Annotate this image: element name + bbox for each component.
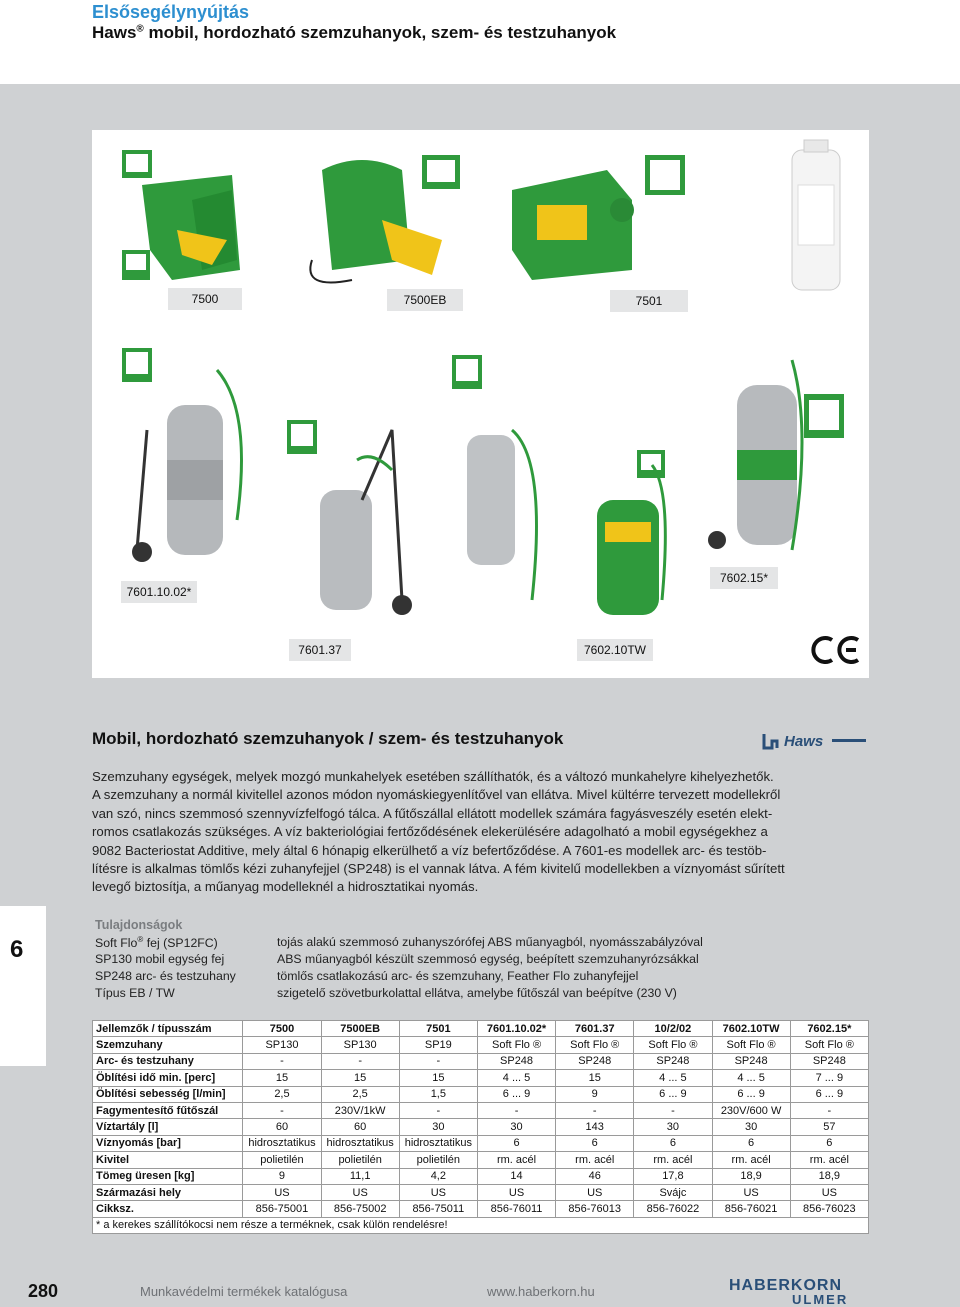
table-cell: 15 — [243, 1070, 321, 1086]
table-row-label: Cikksz. — [93, 1201, 243, 1217]
brand-logo-bottom: ULMER — [792, 1292, 849, 1307]
table-cell: SP248 — [634, 1053, 712, 1069]
eyewash-7602-15-image — [708, 360, 844, 550]
eyewash-7500eb-image — [310, 155, 460, 283]
table-cell: US — [556, 1184, 634, 1200]
label-7501: 7501 — [610, 290, 688, 312]
table-cell: polietilén — [399, 1152, 477, 1168]
table-cell: Soft Flo ® — [790, 1037, 868, 1053]
table-cell: 9 — [243, 1168, 321, 1184]
table-cell: 7601.10.02* — [477, 1021, 555, 1037]
eyewash-7501-image — [512, 155, 685, 280]
table-row-label: Öblítési sebesség [l/min] — [93, 1086, 243, 1102]
table-cell: 7602.10TW — [712, 1021, 790, 1037]
table-cell: - — [243, 1102, 321, 1118]
table-cell: 6 — [712, 1135, 790, 1151]
chapter-tab — [0, 906, 46, 1066]
label-7601-10-02: 7601.10.02* — [121, 581, 197, 603]
table-cell: 46 — [556, 1168, 634, 1184]
table-cell: SP19 — [399, 1037, 477, 1053]
table-row — [93, 1184, 869, 1200]
table-cell: 856-76021 — [712, 1201, 790, 1217]
eyewash-7602-10tw-image — [597, 450, 665, 615]
table-cell: - — [321, 1053, 399, 1069]
table-cell: 57 — [790, 1119, 868, 1135]
table-cell: 18,9 — [790, 1168, 868, 1184]
table-row-label: Származási hely — [93, 1184, 243, 1200]
table-cell: 15 — [321, 1070, 399, 1086]
table-row-label: Tömeg üresen [kg] — [93, 1168, 243, 1184]
eyewash-7601-10-02-image — [122, 348, 242, 562]
property-value: ABS műanyagból készült szemmosó egység, beépített szemzuhanyrózsákkal — [277, 952, 699, 966]
table-row-label: Szemzuhany — [93, 1037, 243, 1053]
table-cell: 7501 — [399, 1021, 477, 1037]
table-cell: 7500 — [243, 1021, 321, 1037]
table-cell: - — [790, 1102, 868, 1118]
table-row — [93, 1119, 869, 1135]
table-cell: 18,9 — [712, 1168, 790, 1184]
table-cell: 4 ... 5 — [477, 1070, 555, 1086]
table-cell: US — [790, 1184, 868, 1200]
product-illustrations — [92, 130, 869, 678]
table-cell: hidrosztatikus — [243, 1135, 321, 1151]
table-row — [93, 1135, 869, 1151]
table-row — [93, 1053, 869, 1069]
footer-catalog: Munkavédelmi termékek katalógusa — [140, 1284, 348, 1299]
table-cell: 1,5 — [399, 1086, 477, 1102]
table-cell: 856-75002 — [321, 1201, 399, 1217]
table-footnote: * a kerekes szállítókocsi nem része a terméknek, csak külön rendelésre! — [93, 1217, 869, 1233]
table-cell: 856-75011 — [399, 1201, 477, 1217]
table-row-label: Víznyomás [bar] — [93, 1135, 243, 1151]
table-cell: polietilén — [243, 1152, 321, 1168]
table-row — [93, 1037, 869, 1053]
table-cell: US — [712, 1184, 790, 1200]
table-row-label: Arc- és testzuhany — [93, 1053, 243, 1069]
table-row — [93, 1152, 869, 1168]
registered-mark: ® — [136, 23, 144, 35]
table-cell: 2,5 — [321, 1086, 399, 1102]
table-row-label: Öblítési idő min. [perc] — [93, 1070, 243, 1086]
property-name: SP248 arc- és testzuhany — [95, 969, 236, 983]
table-cell: 6 — [477, 1135, 555, 1151]
property-name: SP130 mobil egység fej — [95, 952, 225, 966]
property-name: Típus EB / TW — [95, 986, 175, 1000]
description-line: A szemzuhany a normál kivitellel azonos módon nyomáskiegyenlítővel van ellátva. Mivel kültérre tervezett modellekről — [92, 787, 781, 803]
table-cell: 60 — [243, 1119, 321, 1135]
table-cell: rm. acél — [712, 1152, 790, 1168]
title-brand: Haws — [92, 23, 137, 42]
table-row-label: Víztartály [l] — [93, 1119, 243, 1135]
table-cell: - — [243, 1053, 321, 1069]
specification-table — [92, 1020, 869, 1234]
label-7602-15: 7602.15* — [710, 567, 778, 589]
description-line: Szemzuhany egységek, melyek mozgó munkahelyek esetében szállíthatók, és a változó munkahelyre kihelyezhetők. — [92, 769, 774, 784]
eyewash-7601-37-image — [287, 420, 412, 615]
table-cell: rm. acél — [790, 1152, 868, 1168]
brand-logo-top: HABERKORN — [729, 1277, 842, 1294]
ce-mark-icon — [813, 638, 858, 662]
table-cell: 856-75001 — [243, 1201, 321, 1217]
table-cell: US — [321, 1184, 399, 1200]
footer-url[interactable]: www.haberkorn.hu — [487, 1284, 595, 1299]
table-cell: rm. acél — [477, 1152, 555, 1168]
table-footnote-row — [93, 1217, 869, 1233]
additive-bottle-image — [792, 140, 840, 290]
property-value: szigetelő szövetburkolattal ellátva, amelybe fűtőszál van beépítve (230 V) — [277, 986, 677, 1000]
description-line: van szó, nincs szemmosó szennyvízfelfogó tálca. A fűtőszállal ellátott modellek számára fagyásveszély esetén elekt- — [92, 805, 773, 821]
table-cell: 7 ... 9 — [790, 1070, 868, 1086]
table-row-label: Jellemzők / típusszám — [93, 1021, 243, 1037]
table-cell: US — [477, 1184, 555, 1200]
section-description — [92, 768, 870, 897]
table-cell: 7602.15* — [790, 1021, 868, 1037]
table-cell: 6 ... 9 — [634, 1086, 712, 1102]
table-cell: 2,5 — [243, 1086, 321, 1102]
table-cell: SP248 — [556, 1053, 634, 1069]
table-cell: 4 ... 5 — [712, 1070, 790, 1086]
table-cell: 7500EB — [321, 1021, 399, 1037]
property-value: tömlős csatlakozású arc- és szemzuhany, Feather Flo zuhanyfejjel — [277, 969, 639, 983]
table-cell: polietilén — [321, 1152, 399, 1168]
table-cell: 856-76023 — [790, 1201, 868, 1217]
table-row-label: Fagymentesítő fűtőszál — [93, 1102, 243, 1118]
table-cell: 15 — [399, 1070, 477, 1086]
table-cell: 15 — [556, 1070, 634, 1086]
description-line: 9082 Bacteriostat Additive, mely által 6 hónapig elkerülhető a víz befertőződése. A 7601-es modellek arc- és testöb- — [92, 842, 767, 858]
section-title: Mobil, hordozható szemzuhanyok / szem- és testzuhanyok — [92, 729, 564, 748]
page-title — [92, 23, 616, 43]
table-cell: 230V/600 W — [712, 1102, 790, 1118]
table-cell: 17,8 — [634, 1168, 712, 1184]
property-name: Soft Flo® fej (SP12FC) — [95, 935, 218, 951]
table-cell: Soft Flo ® — [712, 1037, 790, 1053]
table-cell: 30 — [712, 1119, 790, 1135]
table-header-row — [93, 1021, 869, 1037]
table-cell: 60 — [321, 1119, 399, 1135]
table-cell: 9 — [556, 1086, 634, 1102]
table-cell: - — [399, 1102, 477, 1118]
description-line: levegő biztosítja, a műanyag modelleknél a hidrosztatikai nyomás. — [92, 879, 479, 895]
eyewash-7500-image — [122, 150, 240, 280]
table-cell: 4 ... 5 — [634, 1070, 712, 1086]
table-cell: US — [243, 1184, 321, 1200]
haws-logo-icon — [762, 730, 868, 752]
table-cell: SP130 — [243, 1037, 321, 1053]
table-cell: - — [399, 1053, 477, 1069]
table-cell: US — [399, 1184, 477, 1200]
category-title: Elsősegélynyújtás — [92, 2, 250, 22]
table-row — [93, 1201, 869, 1217]
table-cell: Soft Flo ® — [477, 1037, 555, 1053]
label-7602-10tw: 7602.10TW — [577, 639, 653, 661]
table-cell: Soft Flo ® — [634, 1037, 712, 1053]
table-row-label: Kivitel — [93, 1152, 243, 1168]
table-cell: 7601.37 — [556, 1021, 634, 1037]
table-cell: SP248 — [790, 1053, 868, 1069]
table-cell: hidrosztatikus — [399, 1135, 477, 1151]
page-number: 280 — [28, 1281, 59, 1301]
description-line: romos csatlakozás szükséges. A víz bakteriológiai fertőződésének elekerülésére adagolható a mobil egységekhez a — [92, 824, 768, 840]
table-cell: 856-76011 — [477, 1201, 555, 1217]
table-cell: 4,2 — [399, 1168, 477, 1184]
table-cell: 230V/1kW — [321, 1102, 399, 1118]
table-cell: 11,1 — [321, 1168, 399, 1184]
title-rest: mobil, hordozható szemzuhanyok, szem- és testzuhanyok — [143, 23, 617, 42]
table-cell: 30 — [399, 1119, 477, 1135]
properties-heading: Tulajdonságok — [95, 918, 183, 932]
table-cell: 6 ... 9 — [712, 1086, 790, 1102]
table-row — [93, 1086, 869, 1102]
label-7500eb: 7500EB — [387, 289, 463, 311]
table-row — [93, 1102, 869, 1118]
table-row — [93, 1168, 869, 1184]
table-cell: - — [556, 1102, 634, 1118]
table-row — [93, 1070, 869, 1086]
table-cell: 6 — [634, 1135, 712, 1151]
table-cell: SP130 — [321, 1037, 399, 1053]
table-cell: 856-76013 — [556, 1201, 634, 1217]
table-cell: Svájc — [634, 1184, 712, 1200]
table-cell: 6 ... 9 — [477, 1086, 555, 1102]
table-cell: - — [477, 1102, 555, 1118]
table-cell: 30 — [477, 1119, 555, 1135]
label-7601-37: 7601.37 — [289, 639, 351, 661]
product-photo-panel — [92, 130, 869, 678]
description-line: lítésre is alkalmas tömlős kézi zuhanyfejjel (SP248) is el vannak látva. A fém kivitelű modellekben a víznyomást sűrített — [92, 861, 785, 877]
table-cell: 6 ... 9 — [790, 1086, 868, 1102]
table-cell: 14 — [477, 1168, 555, 1184]
table-cell: SP248 — [477, 1053, 555, 1069]
table-cell: 30 — [634, 1119, 712, 1135]
table-cell: SP248 — [712, 1053, 790, 1069]
table-cell: 143 — [556, 1119, 634, 1135]
table-cell: Soft Flo ® — [556, 1037, 634, 1053]
eyewash-7602-image — [452, 355, 537, 600]
table-cell: - — [634, 1102, 712, 1118]
haws-logo-text: Haws — [784, 733, 824, 750]
label-7500: 7500 — [168, 288, 242, 310]
chapter-number: 6 — [10, 936, 24, 963]
table-cell: 856-76022 — [634, 1201, 712, 1217]
table-cell: 10/2/02 — [634, 1021, 712, 1037]
table-cell: 6 — [556, 1135, 634, 1151]
header-band — [0, 0, 960, 84]
table-cell: rm. acél — [634, 1152, 712, 1168]
table-cell: rm. acél — [556, 1152, 634, 1168]
table-cell: 6 — [790, 1135, 868, 1151]
property-value: tojás alakú szemmosó zuhanyszórófej ABS műanyagból, nyomásszabályzóval — [277, 935, 703, 949]
table-cell: hidrosztatikus — [321, 1135, 399, 1151]
